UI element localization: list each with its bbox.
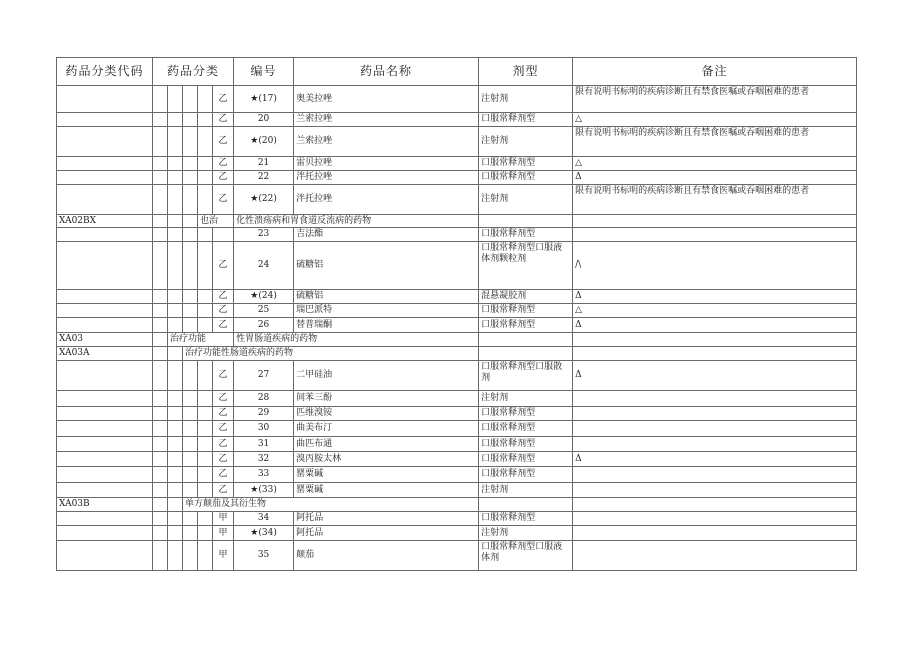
number-cell: ★(17): [234, 86, 294, 113]
code-cell: [57, 171, 153, 185]
category-level-2: [168, 483, 183, 498]
category-level-3: [183, 242, 198, 290]
category-level-1: [153, 526, 168, 541]
category-level-3: [183, 171, 198, 185]
remark-cell: Δ: [573, 361, 857, 391]
category-level-3: [183, 228, 198, 242]
dosage-form-cell: 口服常释剂型: [479, 407, 573, 421]
class-cell: 乙: [213, 242, 234, 290]
dosage-form-cell: 口服常释剂型: [479, 318, 573, 333]
category-level-1: [153, 171, 168, 185]
number-cell: 28: [234, 391, 294, 407]
category-level-2: [168, 86, 183, 113]
class-cell: 乙: [213, 407, 234, 421]
drug-name-cell: 雷贝拉唑: [294, 157, 479, 171]
category-level-2: [168, 361, 183, 391]
class-cell: 乙: [213, 361, 234, 391]
section-label-cell: 治疗功能: [168, 333, 234, 347]
drug-name-cell: 匹维溴铵: [294, 407, 479, 421]
category-level-3: [183, 437, 198, 452]
category-level-1: [153, 391, 168, 407]
drug-row: [57, 157, 857, 171]
category-level-3: [183, 391, 198, 407]
dosage-form-cell: 注射剂: [479, 86, 573, 113]
drug-row: [57, 541, 857, 571]
section-title-cell: 单方颠茄及其衍生物: [183, 498, 479, 512]
category-level-3: [183, 318, 198, 333]
drug-row: [57, 290, 857, 304]
remark-cell: /\: [573, 242, 857, 290]
number-cell: 26: [234, 318, 294, 333]
code-cell: [57, 86, 153, 113]
category-level-2: [168, 452, 183, 467]
drug-row: [57, 228, 857, 242]
drug-name-cell: 硫糖铝: [294, 242, 479, 290]
drug-row: [57, 361, 857, 391]
class-cell: 甲: [213, 512, 234, 526]
category-level-1: [153, 113, 168, 127]
category-level-1: [153, 215, 168, 228]
remark-cell: Δ: [573, 171, 857, 185]
section-title-cell: 治疗功能性肠道疾病的药物: [183, 347, 479, 361]
drug-row: [57, 526, 857, 541]
category-level-3: [183, 467, 198, 483]
category-level-4: [198, 318, 213, 333]
number-cell: ★(33): [234, 483, 294, 498]
category-level-2: [168, 541, 183, 571]
category-level-4: [198, 113, 213, 127]
dosage-form-cell: [479, 215, 573, 228]
category-level-1: [153, 333, 168, 347]
category-level-1: [153, 185, 168, 215]
class-cell: 乙: [213, 113, 234, 127]
drug-name-cell: 泮托拉唑: [294, 171, 479, 185]
code-cell: [57, 318, 153, 333]
category-level-1: [153, 421, 168, 437]
code-cell: [57, 290, 153, 304]
category-level-3: [183, 215, 198, 228]
drug-row: [57, 242, 857, 290]
category-level-2: [168, 157, 183, 171]
drug-row: [57, 512, 857, 526]
section-row: [57, 498, 857, 512]
category-level-3: [183, 541, 198, 571]
remark-cell: [573, 541, 857, 571]
dosage-form-cell: 注射剂: [479, 127, 573, 157]
code-cell: [57, 304, 153, 318]
remark-cell: [573, 228, 857, 242]
category-level-2: [168, 113, 183, 127]
number-cell: ★(34): [234, 526, 294, 541]
number-cell: 23: [234, 228, 294, 242]
dosage-form-cell: 注射剂: [479, 185, 573, 215]
category-level-2: [168, 467, 183, 483]
drug-name-cell: 曲匹布通: [294, 437, 479, 452]
category-level-3: [183, 157, 198, 171]
class-cell: 乙: [213, 467, 234, 483]
dosage-form-cell: 口服常释剂型: [479, 113, 573, 127]
section-label-cell: 也治: [198, 215, 234, 228]
drug-name-cell: 吉法酯: [294, 228, 479, 242]
remark-cell: [573, 421, 857, 437]
remark-cell: Δ: [573, 318, 857, 333]
remark-cell: 限有说明书标明的疾病诊断且有禁食医嘱或吞咽困难的患者: [573, 86, 857, 113]
remark-cell: [573, 512, 857, 526]
class-cell: 乙: [213, 290, 234, 304]
category-level-4: [198, 127, 213, 157]
category-level-4: [198, 541, 213, 571]
class-cell: 乙: [213, 171, 234, 185]
category-level-2: [168, 215, 183, 228]
category-level-1: [153, 304, 168, 318]
class-cell: [213, 228, 234, 242]
category-level-1: [153, 86, 168, 113]
code-cell: [57, 185, 153, 215]
code-cell: [57, 113, 153, 127]
category-level-2: [168, 318, 183, 333]
remark-cell: [573, 526, 857, 541]
remark-cell: 限有说明书标明的疾病诊断且有禁食医嘱或吞咽困难的患者: [573, 127, 857, 157]
header-row: [57, 58, 857, 86]
category-level-1: [153, 157, 168, 171]
header-name: 药品名称: [294, 58, 479, 86]
category-level-4: [198, 290, 213, 304]
dosage-form-cell: 混悬凝胶剂: [479, 290, 573, 304]
drug-row: [57, 171, 857, 185]
category-level-4: [198, 407, 213, 421]
code-cell: [57, 541, 153, 571]
drug-name-cell: 奥美拉唑: [294, 86, 479, 113]
category-level-3: [183, 304, 198, 318]
category-level-1: [153, 361, 168, 391]
category-level-1: [153, 242, 168, 290]
code-cell: [57, 361, 153, 391]
drug-name-cell: 兰索拉唑: [294, 127, 479, 157]
drug-row: [57, 467, 857, 483]
class-cell: 乙: [213, 86, 234, 113]
remark-cell: [573, 391, 857, 407]
category-level-2: [168, 347, 183, 361]
category-level-4: [198, 452, 213, 467]
number-cell: 30: [234, 421, 294, 437]
category-level-1: [153, 498, 168, 512]
dosage-form-cell: 口服常释剂型口服液体剂颗粒剂: [479, 242, 573, 290]
drug-row: [57, 113, 857, 127]
class-cell: 乙: [213, 127, 234, 157]
category-level-4: [198, 304, 213, 318]
number-cell: 27: [234, 361, 294, 391]
category-level-4: [198, 526, 213, 541]
category-level-4: [198, 171, 213, 185]
drug-row: [57, 185, 857, 215]
dosage-form-cell: 口服常释剂型: [479, 452, 573, 467]
category-level-2: [168, 242, 183, 290]
category-level-1: [153, 290, 168, 304]
category-level-1: [153, 407, 168, 421]
header-code: 药品分类代码: [57, 58, 153, 86]
number-cell: 29: [234, 407, 294, 421]
drug-name-cell: 替普瑞酮: [294, 318, 479, 333]
category-level-1: [153, 467, 168, 483]
category-level-4: [198, 421, 213, 437]
class-cell: 甲: [213, 526, 234, 541]
category-level-4: [198, 185, 213, 215]
drug-name-cell: 曲美布汀: [294, 421, 479, 437]
header-number: 编号: [234, 58, 294, 86]
category-level-1: [153, 318, 168, 333]
remark-cell: △: [573, 304, 857, 318]
remark-cell: [573, 437, 857, 452]
dosage-form-cell: [479, 347, 573, 361]
drug-name-cell: 瑞巴派特: [294, 304, 479, 318]
code-cell: [57, 467, 153, 483]
dosage-form-cell: 注射剂: [479, 391, 573, 407]
dosage-form-cell: [479, 333, 573, 347]
remark-cell: Δ: [573, 452, 857, 467]
category-level-3: [183, 361, 198, 391]
remark-cell: [573, 407, 857, 421]
number-cell: 31: [234, 437, 294, 452]
drug-name-cell: 间苯三酚: [294, 391, 479, 407]
code-cell: [57, 483, 153, 498]
section-row: [57, 347, 857, 361]
category-level-3: [183, 452, 198, 467]
category-level-1: [153, 347, 168, 361]
category-level-2: [168, 185, 183, 215]
drug-name-cell: 阿托品: [294, 526, 479, 541]
section-code-cell: XA03A: [57, 347, 153, 361]
category-level-1: [153, 228, 168, 242]
category-level-3: [183, 113, 198, 127]
drug-name-cell: 泮托拉唑: [294, 185, 479, 215]
remark-cell: [573, 333, 857, 347]
category-level-4: [198, 512, 213, 526]
code-cell: [57, 407, 153, 421]
code-cell: [57, 228, 153, 242]
code-cell: [57, 127, 153, 157]
remark-cell: △: [573, 113, 857, 127]
category-level-2: [168, 391, 183, 407]
category-level-1: [153, 437, 168, 452]
category-level-4: [198, 228, 213, 242]
class-cell: 乙: [213, 318, 234, 333]
category-level-1: [153, 127, 168, 157]
section-code-cell: XA02BX: [57, 215, 153, 228]
section-title-cell: 化性溃疡病和胃食道反流病的药物: [234, 215, 479, 228]
code-cell: [57, 157, 153, 171]
drug-row: [57, 452, 857, 467]
category-level-1: [153, 541, 168, 571]
category-level-3: [183, 407, 198, 421]
dosage-form-cell: 注射剂: [479, 526, 573, 541]
category-level-4: [198, 86, 213, 113]
category-level-2: [168, 421, 183, 437]
code-cell: [57, 437, 153, 452]
header-remarks: 备注: [573, 58, 857, 86]
dosage-form-cell: 口服常释剂型: [479, 228, 573, 242]
category-level-4: [198, 242, 213, 290]
remark-cell: [573, 467, 857, 483]
category-level-4: [198, 483, 213, 498]
remark-cell: [573, 215, 857, 228]
code-cell: [57, 526, 153, 541]
drug-row: [57, 127, 857, 157]
category-level-3: [183, 512, 198, 526]
drug-row: [57, 483, 857, 498]
number-cell: 32: [234, 452, 294, 467]
dosage-form-cell: 口服常释剂型: [479, 157, 573, 171]
remark-cell: [573, 347, 857, 361]
class-cell: 乙: [213, 437, 234, 452]
category-level-3: [183, 421, 198, 437]
header-category: 药品分类: [153, 58, 234, 86]
remark-cell: 限有说明书标明的疾病诊断且有禁食医嘱或吞咽困难的患者: [573, 185, 857, 215]
drug-name-cell: 兰索拉唑: [294, 113, 479, 127]
code-cell: [57, 391, 153, 407]
section-row: [57, 333, 857, 347]
dosage-form-cell: 口服常释剂型: [479, 512, 573, 526]
remark-cell: △: [573, 157, 857, 171]
remark-cell: Δ: [573, 290, 857, 304]
number-cell: 21: [234, 157, 294, 171]
section-code-cell: XA03B: [57, 498, 153, 512]
section-row: [57, 215, 857, 228]
class-cell: 乙: [213, 157, 234, 171]
class-cell: 乙: [213, 391, 234, 407]
number-cell: 33: [234, 467, 294, 483]
class-cell: 甲: [213, 541, 234, 571]
category-level-3: [183, 526, 198, 541]
remark-cell: [573, 483, 857, 498]
category-level-2: [168, 228, 183, 242]
category-level-2: [168, 526, 183, 541]
code-cell: [57, 242, 153, 290]
category-level-1: [153, 512, 168, 526]
drug-row: [57, 318, 857, 333]
category-level-3: [183, 185, 198, 215]
category-level-3: [183, 86, 198, 113]
category-level-3: [183, 290, 198, 304]
drug-row: [57, 86, 857, 113]
category-level-2: [168, 437, 183, 452]
dosage-form-cell: 口服常释剂型: [479, 304, 573, 318]
class-cell: 乙: [213, 421, 234, 437]
dosage-form-cell: 口服常释剂型: [479, 421, 573, 437]
dosage-form-cell: 口服常释剂型: [479, 437, 573, 452]
drug-row: [57, 437, 857, 452]
category-level-4: [198, 157, 213, 171]
number-cell: ★(20): [234, 127, 294, 157]
drug-name-cell: 硫糖铝: [294, 290, 479, 304]
category-level-1: [153, 452, 168, 467]
drug-catalog-table: [56, 57, 857, 571]
number-cell: 24: [234, 242, 294, 290]
category-level-4: [198, 361, 213, 391]
category-level-2: [168, 127, 183, 157]
section-code-cell: XA03: [57, 333, 153, 347]
drug-row: [57, 304, 857, 318]
category-level-4: [198, 467, 213, 483]
category-level-2: [168, 498, 183, 512]
drug-row: [57, 421, 857, 437]
number-cell: ★(24): [234, 290, 294, 304]
drug-name-cell: 溴丙胺太林: [294, 452, 479, 467]
drug-row: [57, 391, 857, 407]
dosage-form-cell: 口服常释剂型口服液体剂: [479, 541, 573, 571]
dosage-form-cell: [479, 498, 573, 512]
number-cell: 34: [234, 512, 294, 526]
category-level-1: [153, 483, 168, 498]
category-level-2: [168, 290, 183, 304]
code-cell: [57, 512, 153, 526]
drug-name-cell: 二甲硅油: [294, 361, 479, 391]
class-cell: 乙: [213, 304, 234, 318]
dosage-form-cell: 口服常释剂型口服散剂: [479, 361, 573, 391]
category-level-2: [168, 512, 183, 526]
category-level-3: [183, 127, 198, 157]
class-cell: 乙: [213, 452, 234, 467]
drug-name-cell: 颠茄: [294, 541, 479, 571]
dosage-form-cell: 注射剂: [479, 483, 573, 498]
number-cell: ★(22): [234, 185, 294, 215]
number-cell: 20: [234, 113, 294, 127]
header-dosage-form: 剂型: [479, 58, 573, 86]
number-cell: 35: [234, 541, 294, 571]
category-level-2: [168, 304, 183, 318]
dosage-form-cell: 口服常释剂型: [479, 467, 573, 483]
drug-name-cell: 罂粟碱: [294, 467, 479, 483]
drug-row: [57, 407, 857, 421]
code-cell: [57, 452, 153, 467]
class-cell: 乙: [213, 483, 234, 498]
category-level-2: [168, 171, 183, 185]
code-cell: [57, 421, 153, 437]
number-cell: 22: [234, 171, 294, 185]
number-cell: 25: [234, 304, 294, 318]
category-level-4: [198, 437, 213, 452]
class-cell: 乙: [213, 185, 234, 215]
section-title-cell: 性胃肠道疾病的药物: [234, 333, 479, 347]
drug-name-cell: 罂粟碱: [294, 483, 479, 498]
category-level-2: [168, 407, 183, 421]
drug-name-cell: 阿托品: [294, 512, 479, 526]
category-level-4: [198, 391, 213, 407]
category-level-3: [183, 483, 198, 498]
remark-cell: [573, 498, 857, 512]
dosage-form-cell: 口服常释剂型: [479, 171, 573, 185]
